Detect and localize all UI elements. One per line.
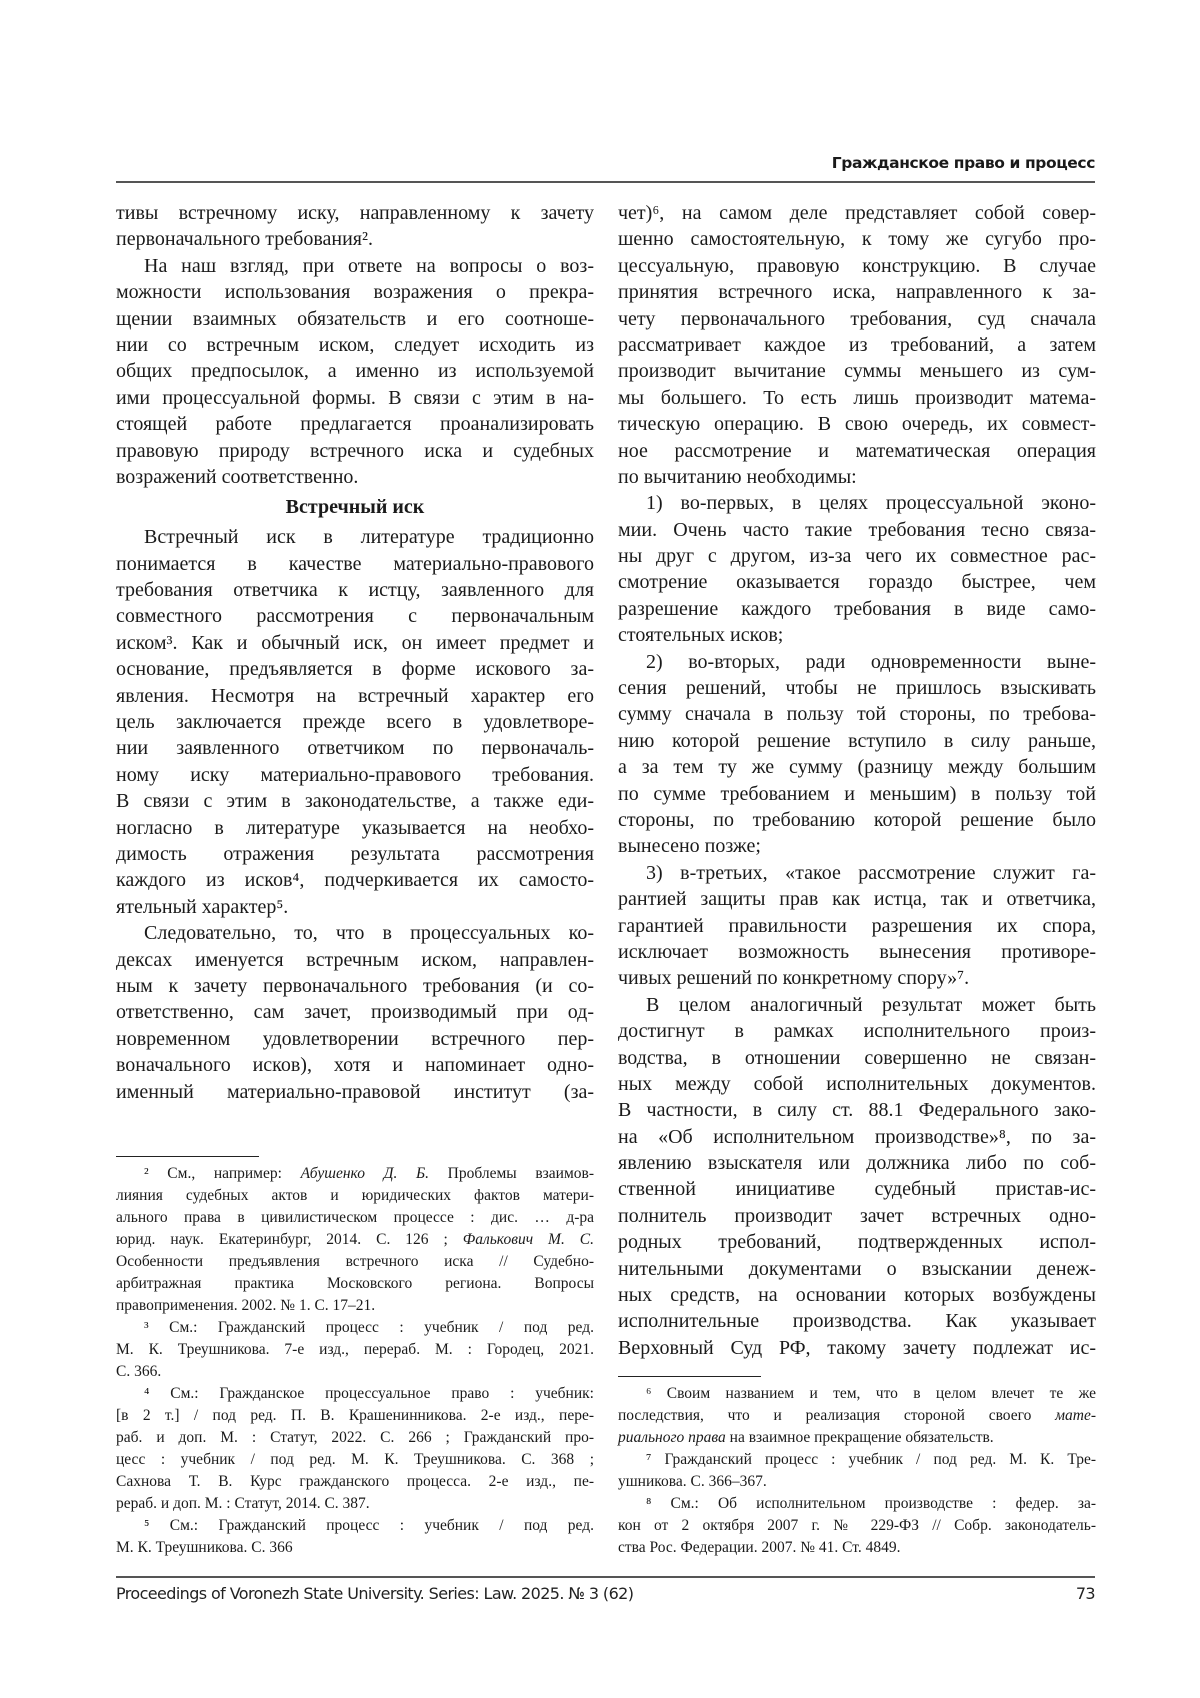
text-line: тивы встречному иску, направленному к зачету <box>116 200 594 226</box>
text-line: разрешение каждого требования в виде само- <box>618 596 1096 622</box>
text-segment: Проблемы взаимов- <box>429 1165 594 1182</box>
text-line: ятельный характер⁵. <box>116 894 594 920</box>
text-line: димость отражения результата рассмотрения <box>116 841 594 867</box>
text-line: первоначального требования². <box>116 226 594 252</box>
footnote-line: цесс : учебник / под ред. М. К. Треушникова. С. 368 ; <box>116 1449 594 1471</box>
text-line: Верховный Суд РФ, такому зачету подлежат ис- <box>618 1335 1096 1361</box>
left-column-body <box>116 200 594 1105</box>
text-line: исключает возможность вынесения противоре- <box>618 939 1096 965</box>
text-line: ных средств, на основании которых возбуждены <box>618 1282 1096 1308</box>
footnote-line: Особенности предъявления встречного иска // Судебно- <box>116 1251 594 1273</box>
text-line: В связи с этим в законодательстве, а также еди- <box>116 788 594 814</box>
italic-author-text: Абушенко Д. Б. <box>301 1165 429 1182</box>
text-line: стоятельных исков; <box>618 622 1096 648</box>
text-line: В частности, в силу ст. 88.1 Федерального зако- <box>618 1097 1096 1123</box>
text-line: рассматривает каждое из требований, а затем <box>618 332 1096 358</box>
text-line: ногласно в литературе указывается на необхо- <box>116 815 594 841</box>
footnote-line: раб. и доп. М. : Статут, 2022. С. 266 ; Гражданский про- <box>116 1427 594 1449</box>
footnote-line: [в 2 т.] / под ред. П. В. Крашенинникова. 2-е изд., пере- <box>116 1405 594 1427</box>
header-rule <box>116 181 1095 183</box>
text-line: ими процессуальной формы. В связи с этим в на- <box>116 385 594 411</box>
text-line: чет)⁶, на самом деле представляет собой совер- <box>618 200 1096 226</box>
text-line: основание, предъявляется в форме искового за- <box>116 656 594 682</box>
footnote-line: ⁸ См.: Об исполнительном производстве : федер. за- <box>618 1493 1096 1515</box>
footnote-line: ⁴ См.: Гражданское процессуальное право : учебник: <box>116 1383 594 1405</box>
left-footnote-separator <box>116 1156 259 1157</box>
text-line: стоящей работе предлагается проанализировать <box>116 411 594 437</box>
right-footnote-separator <box>618 1376 761 1377</box>
text-line: цель заключается прежде всего в удовлетворе- <box>116 709 594 735</box>
text-segment: юрид. наук. Екатеринбург, 2014. С. 126 ; <box>116 1231 463 1248</box>
text-line: полнитель производит зачет встречных одно- <box>618 1203 1096 1229</box>
text-line: возражений соответственно. <box>116 464 594 490</box>
text-line: дексах именуется встречным иском, направлен- <box>116 947 594 973</box>
text-line: 3) в-третьих, «такое рассмотрение служит га- <box>618 860 1096 886</box>
text-line: нительными документами о взыскании денеж- <box>618 1256 1096 1282</box>
text-line: гарантией правильности разрешения их спора, <box>618 913 1096 939</box>
text-line: В целом аналогичный результат может быть <box>618 992 1096 1018</box>
footnote-line: арбитражная практика Московского региона. Вопросы <box>116 1273 594 1295</box>
text-line: ных между собой исполнительных документов. <box>618 1071 1096 1097</box>
text-line: явлению взыскателя или должника либо по соб- <box>618 1150 1096 1176</box>
text-line: сумму сначала в пользу той стороны, по требова- <box>618 701 1096 727</box>
text-line: правовую природу встречного иска и судебных <box>116 438 594 464</box>
text-line: шенно самостоятельную, к тому же сугубо про- <box>618 226 1096 252</box>
text-line: мии. Очень часто такие требования тесно связа- <box>618 517 1096 543</box>
text-line: ное рассмотрение и математическая операция <box>618 438 1096 464</box>
journal-citation: Proceedings of Voronezh State University. Series: Law. 2025. № 3 (62) <box>116 1584 633 1603</box>
text-line: на «Об исполнительном производстве»⁸, по за- <box>618 1124 1096 1150</box>
text-line: водства, в отношении совершенно не связан- <box>618 1045 1096 1071</box>
text-line: ному иску материально-правового требования. <box>116 762 594 788</box>
italic-author-text: Фалькович М. С. <box>463 1231 594 1248</box>
right-column-body <box>618 200 1096 1361</box>
text-line: рантией защиты прав как истца, так и ответчика, <box>618 886 1096 912</box>
text-line: явления. Несмотря на встречный характер его <box>116 683 594 709</box>
footnote-line: ального права в цивилистическом процессе : дис. … д-ра <box>116 1207 594 1229</box>
text-line: иском³. Как и обычный иск, он имеет предмет и <box>116 630 594 656</box>
text-line: Встречный иск в литературе традиционно <box>116 524 594 550</box>
text-line: новременном удовлетворении встречного пер- <box>116 1026 594 1052</box>
text-line: ственной инициативе судебный пристав-ис- <box>618 1176 1096 1202</box>
text-line: достигнут в рамках исполнительного произ- <box>618 1018 1096 1044</box>
text-line: стороны, по требованию которой решение было <box>618 807 1096 833</box>
text-line: по вычитанию необходимы: <box>618 464 1096 490</box>
text-line: ны друг с другом, из-за чего их совместное рас- <box>618 543 1096 569</box>
text-line: вынесено позже; <box>618 833 1096 859</box>
footnote-line: М. К. Треушникова. 7-е изд., перераб. М. : Городец, 2021. <box>116 1339 594 1361</box>
text-line: общих предпосылок, а именно из используемой <box>116 358 594 384</box>
text-line: исполнительные производства. Как указывает <box>618 1308 1096 1334</box>
text-line: 1) во-первых, в целях процессуальной эконо- <box>618 490 1096 516</box>
text-line: чету первоначального требования, суд сначала <box>618 306 1096 332</box>
text-line: воначального исков), хотя и напоминает одно- <box>116 1052 594 1078</box>
footnote-line: ушникова. С. 366–367. <box>618 1471 1096 1493</box>
footnote-line <box>116 1229 594 1251</box>
text-line: сения решений, чтобы не пришлось взыскивать <box>618 675 1096 701</box>
italic-author-text: мате- <box>1055 1407 1096 1424</box>
text-line: принятия встречного иска, направленного к за- <box>618 279 1096 305</box>
text-line: по сумме требованием и меньшим) в пользу той <box>618 781 1096 807</box>
footnote-line: кон от 2 октября 2007 г. № 229-ФЗ // Собр. законодатель- <box>618 1515 1096 1537</box>
text-line: именный материально-правовой институт (за- <box>116 1079 594 1105</box>
footnote-line: ⁵ См.: Гражданский процесс : учебник / под ред. <box>116 1515 594 1537</box>
text-line: требования ответчика к истцу, заявленного для <box>116 577 594 603</box>
footnote-line: ства Рос. Федерации. 2007. № 41. Ст. 4849. <box>618 1537 1096 1559</box>
page-footer <box>116 1584 1095 1603</box>
text-segment: ² См., например: <box>144 1165 301 1182</box>
section-heading: Встречный иск <box>116 490 594 524</box>
footer-rule <box>116 1576 1095 1578</box>
text-line: нии со встречным иском, следует исходить из <box>116 332 594 358</box>
footnote-line: ³ См.: Гражданский процесс : учебник / под ред. <box>116 1317 594 1339</box>
text-segment: последствия, что и реализация стороной своего <box>618 1407 1055 1424</box>
footnote-line: Сахнова Т. В. Курс гражданского процесса. 2-е изд., пе- <box>116 1471 594 1493</box>
text-line: нии заявленного ответчиком по первоначаль- <box>116 735 594 761</box>
left-column-footnotes <box>116 1163 594 1559</box>
text-line: совместного рассмотрения с первоначальным <box>116 603 594 629</box>
footnote-line: С. 366. <box>116 1361 594 1383</box>
text-line: тическую операцию. В свою очередь, их совмест- <box>618 411 1096 437</box>
footnote-line: лияния судебных актов и юридических фактов матери- <box>116 1185 594 1207</box>
footnote-line: ⁷ Гражданский процесс : учебник / под ред. М. К. Тре- <box>618 1449 1096 1471</box>
text-line: Следовательно, то, что в процессуальных ко- <box>116 920 594 946</box>
text-line: На наш взгляд, при ответе на вопросы о воз- <box>116 253 594 279</box>
text-line: производит вычитание суммы меньшего из сум- <box>618 358 1096 384</box>
text-line: чивых решений по конкретному спору»⁷. <box>618 965 1096 991</box>
right-column-footnotes <box>618 1383 1096 1559</box>
page-number: 73 <box>1076 1584 1095 1603</box>
text-line: нию которой решение вступило в силу раньше, <box>618 728 1096 754</box>
footnote-line <box>116 1163 594 1185</box>
text-line: каждого из исков⁴, подчеркивается их самосто- <box>116 867 594 893</box>
text-line: понимается в качестве материально-правового <box>116 551 594 577</box>
text-segment: на взаимное прекращение обязательств. <box>726 1429 994 1446</box>
text-line: а за тем ту же сумму (разницу между большим <box>618 754 1096 780</box>
text-line: смотрение оказывается гораздо быстрее, чем <box>618 569 1096 595</box>
footnote-line <box>618 1405 1096 1427</box>
italic-author-text: риального права <box>618 1429 726 1446</box>
running-header-section-title: Гражданское право и процесс <box>832 154 1095 172</box>
text-line: мы большего. То есть лишь производит матема- <box>618 385 1096 411</box>
text-line: 2) во-вторых, ради одновременности выне- <box>618 649 1096 675</box>
text-line: щении взаимных обязательств и его соотноше- <box>116 306 594 332</box>
footnote-line: рераб. и доп. М. : Статут, 2014. С. 387. <box>116 1493 594 1515</box>
text-line: можности использования возражения о прекра- <box>116 279 594 305</box>
text-line: цессуальную, правовую конструкцию. В случае <box>618 253 1096 279</box>
text-line: ответственно, сам зачет, производимый при од- <box>116 999 594 1025</box>
footnote-line <box>618 1427 1096 1449</box>
footnote-line: ⁶ Своим названием и тем, что в целом влечет те же <box>618 1383 1096 1405</box>
footnote-line: М. К. Треушникова. С. 366 <box>116 1537 594 1559</box>
text-line: ным к зачету первоначального требования (и со- <box>116 973 594 999</box>
footnote-line: правоприменения. 2002. № 1. С. 17–21. <box>116 1295 594 1317</box>
text-line: родных требований, подтвержденных испол- <box>618 1229 1096 1255</box>
